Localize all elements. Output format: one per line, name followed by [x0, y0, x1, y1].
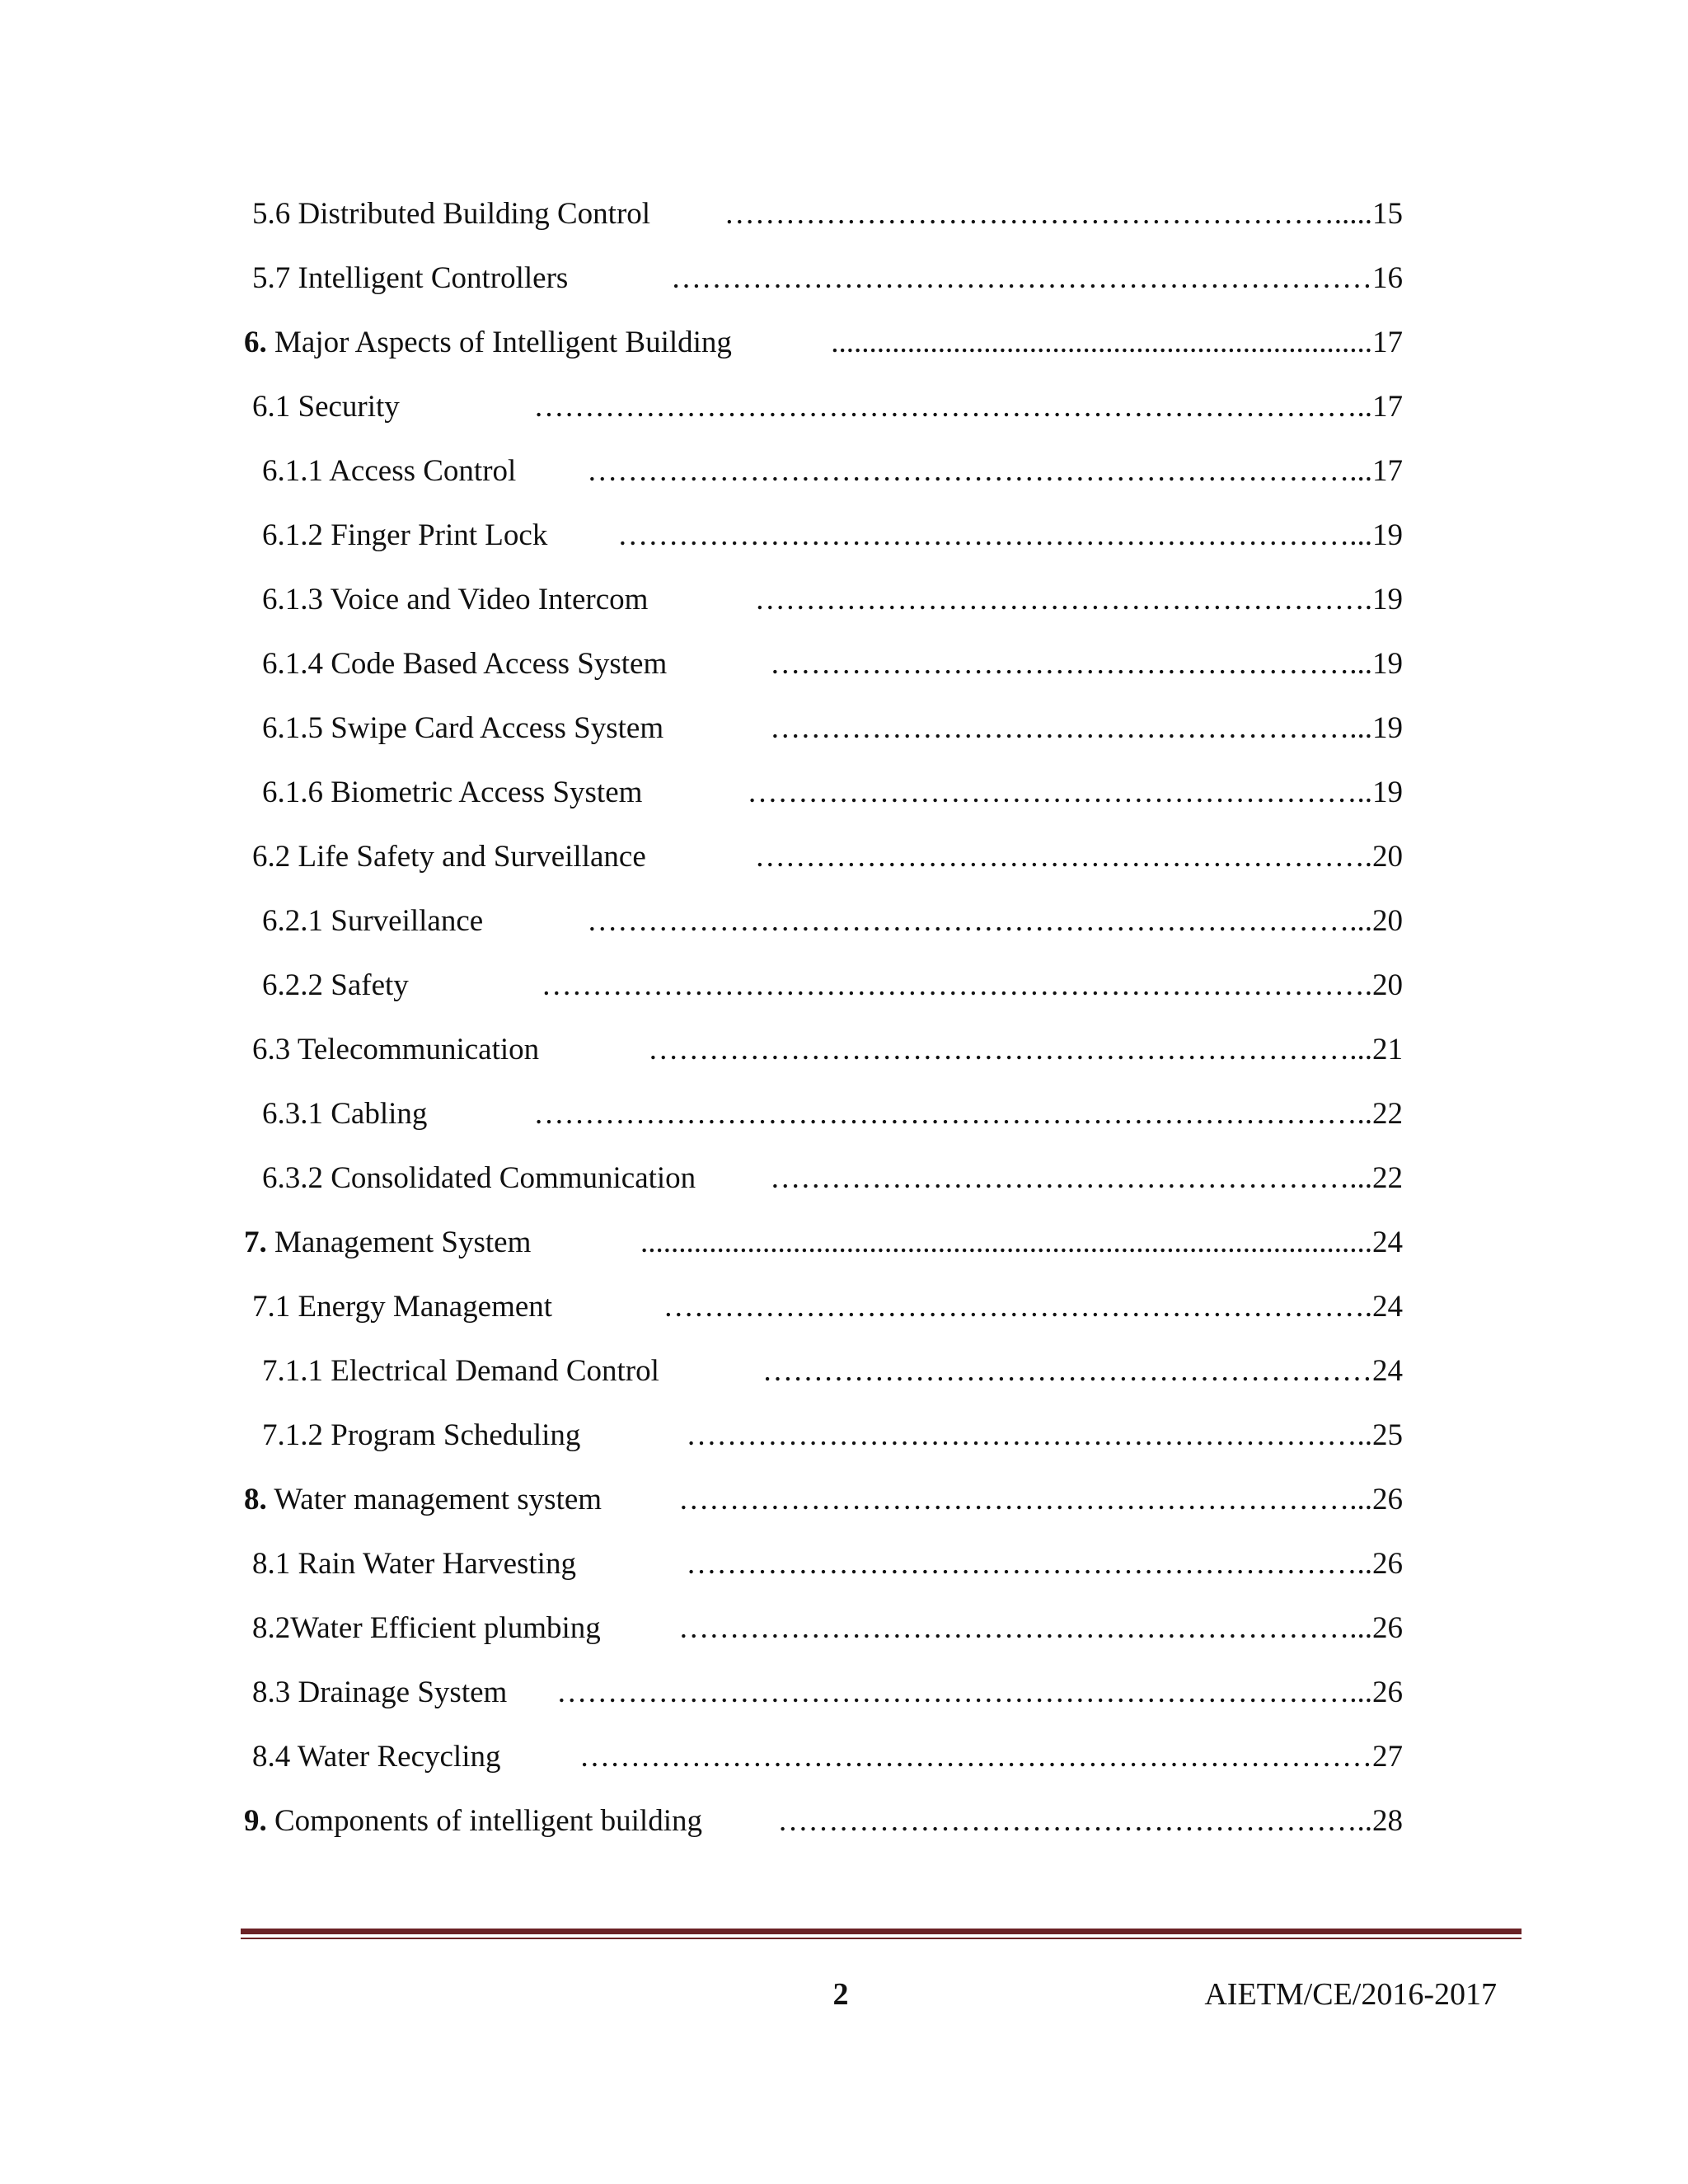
toc-entry — [262, 447, 1403, 496]
toc-entry — [252, 1282, 1403, 1332]
toc-entry-page: 26 — [1372, 1675, 1403, 1709]
toc-entry-page: 17 — [1372, 326, 1403, 359]
toc-entry-leader: ………………………………………………………….. — [686, 1547, 1372, 1581]
toc-entry-leader: …………………………………………………………………... — [587, 454, 1372, 488]
toc-entry-page: 17 — [1372, 390, 1403, 424]
toc-entry — [252, 1025, 1403, 1075]
toc-entry-page: 26 — [1372, 1547, 1403, 1581]
footer-rule-thin — [241, 1938, 1522, 1939]
toc-entry — [262, 704, 1403, 753]
toc-entry-leader: ……………………………………………………………... — [648, 1033, 1372, 1066]
toc-entry-page: 19 — [1372, 711, 1403, 745]
toc-entry-number: 6. — [244, 326, 267, 359]
footer-rule-thick — [241, 1929, 1522, 1934]
toc-entry — [262, 575, 1403, 625]
toc-entry — [262, 1154, 1403, 1203]
toc-entry-number: 8. — [244, 1483, 267, 1516]
toc-entry-page: 17 — [1372, 454, 1403, 488]
toc-entry-page: 19 — [1372, 776, 1403, 809]
toc-entry-page: 19 — [1372, 647, 1403, 681]
toc-entry-page: 22 — [1372, 1161, 1403, 1195]
toc-entry — [244, 1218, 1403, 1268]
toc-entry-page: 22 — [1372, 1097, 1403, 1131]
toc-entry-page: 19 — [1372, 583, 1403, 616]
toc-entry-leader: ……………………………………………………………………….. — [533, 390, 1372, 424]
toc-entry-label: Components of intelligent building — [266, 1804, 702, 1838]
toc-entry — [252, 1668, 1403, 1718]
toc-entry — [262, 1347, 1403, 1396]
toc-entry-leader: …………………………………………………... — [770, 711, 1372, 745]
toc-entry-page: 26 — [1372, 1611, 1403, 1645]
toc-entry-number: 7. — [244, 1226, 267, 1259]
toc-entry — [244, 318, 1403, 368]
toc-entry-label: 7.1.2 Program Scheduling — [262, 1418, 581, 1452]
toc-entry-page: 24 — [1372, 1226, 1403, 1259]
toc-entry-label: 8.1 Rain Water Harvesting — [252, 1547, 576, 1581]
toc-entry-leader: …………………………………………………………………... — [587, 904, 1372, 938]
toc-entry-label: 5.6 Distributed Building Control — [252, 197, 651, 231]
toc-entry — [252, 1604, 1403, 1653]
toc-entry-label: 6.1.6 Biometric Access System — [262, 776, 643, 809]
toc-entry-label: Water management system — [266, 1483, 603, 1516]
toc-entry-label: 8.2Water Efficient plumbing — [252, 1611, 601, 1645]
toc-entry-label: 8.3 Drainage System — [252, 1675, 508, 1709]
toc-entry-page: 20 — [1372, 840, 1403, 874]
toc-entry — [252, 1732, 1403, 1782]
toc-entry-leader: ………………………………………………………………………. — [541, 968, 1372, 1002]
page-number: 2 — [832, 1977, 849, 2012]
toc-entry-page: 19 — [1372, 518, 1403, 552]
toc-entry-page: 20 — [1372, 904, 1403, 938]
toc-entry-leader: …………………………………………………………... — [678, 1483, 1372, 1516]
toc-entry-label: Major Aspects of Intelligent Building — [266, 326, 732, 359]
toc-entry-label: 5.7 Intelligent Controllers — [252, 261, 569, 295]
toc-entry-leader: ……………………………………………………………………... — [556, 1675, 1372, 1709]
toc-entry-label: 6.1 Security — [252, 390, 400, 424]
toc-entry-page: 21 — [1372, 1033, 1403, 1066]
toc-entry — [262, 640, 1403, 689]
toc-entry-leader: ....................................................................... — [823, 326, 1372, 359]
toc-entry-label: 6.3.2 Consolidated Communication — [262, 1161, 696, 1195]
toc-entry-leader: ……………………………………………………. — [754, 583, 1372, 616]
toc-entry-leader: …………………………………………………... — [770, 647, 1372, 681]
toc-entry-label: 7.1 Energy Management — [252, 1290, 553, 1324]
toc-entry-page: 20 — [1372, 968, 1403, 1002]
toc-entry-page: 26 — [1372, 1483, 1403, 1516]
toc-entry-leader: ................................................................................................ — [632, 1226, 1372, 1259]
toc-entry — [262, 897, 1403, 946]
toc-entry — [244, 1797, 1403, 1846]
toc-entry-label: Management System — [266, 1226, 532, 1259]
toc-entry-page: 27 — [1372, 1740, 1403, 1774]
toc-entry — [252, 382, 1403, 432]
toc-entry-page: 16 — [1372, 261, 1403, 295]
toc-entry-leader: …………………………………………………... — [770, 1161, 1372, 1195]
toc-entry — [262, 511, 1403, 560]
toc-entry-label: 6.1.3 Voice and Video Intercom — [262, 583, 649, 616]
toc-entry-page: 15 — [1372, 197, 1403, 231]
toc-entry-label: 6.1.1 Access Control — [262, 454, 517, 488]
toc-entry-leader: ………………………………………………….. — [777, 1804, 1372, 1838]
toc-entry-page: 28 — [1372, 1804, 1403, 1838]
toc-entry-label: 7.1.1 Electrical Demand Control — [262, 1354, 659, 1388]
toc-entry-leader: …………………………………………………………… — [671, 261, 1372, 295]
toc-entry — [252, 832, 1403, 882]
toc-entry-leader: …………………………………………………………………… — [579, 1740, 1372, 1774]
toc-entry-leader: …………………………………………………… — [762, 1354, 1372, 1388]
toc-entry — [252, 190, 1403, 239]
document-id: AIETM/CE/2016-2017 — [1204, 1977, 1497, 2012]
toc-entry-label: 6.3.1 Cabling — [262, 1097, 428, 1131]
toc-entry-label: 6.1.5 Swipe Card Access System — [262, 711, 664, 745]
toc-entry — [244, 1475, 1403, 1525]
toc-entry-leader: …………………………………………………………... — [678, 1611, 1372, 1645]
toc-entry-leader: ……………………………………………………. — [754, 840, 1372, 874]
toc-entry — [262, 1411, 1403, 1460]
toc-entry-leader: …………………………………………………….. — [747, 776, 1372, 809]
toc-entry — [262, 961, 1403, 1010]
toc-entry-label: 6.2 Life Safety and Surveillance — [252, 840, 646, 874]
toc-entry-label: 6.1.2 Finger Print Lock — [262, 518, 548, 552]
toc-entry-leader: ……………………………………………………..... — [724, 197, 1372, 231]
toc-entry-number: 9. — [244, 1804, 267, 1838]
toc-entry-label: 8.4 Water Recycling — [252, 1740, 501, 1774]
toc-entry-label: 6.2.2 Safety — [262, 968, 409, 1002]
toc-entry-page: 24 — [1372, 1290, 1403, 1324]
toc-entry-page: 25 — [1372, 1418, 1403, 1452]
toc-entry — [252, 1540, 1403, 1589]
toc-entry-label: 6.2.1 Surveillance — [262, 904, 484, 938]
toc-entry-page: 24 — [1372, 1354, 1403, 1388]
toc-entry-leader: ……………………………………………………………………….. — [533, 1097, 1372, 1131]
toc-entry — [262, 1090, 1403, 1139]
toc-entry-label: 6.3 Telecommunication — [252, 1033, 540, 1066]
toc-entry — [262, 768, 1403, 818]
toc-entry-label: 6.1.4 Code Based Access System — [262, 647, 668, 681]
toc-entry — [252, 254, 1403, 303]
toc-entry-leader: ………………………………………………………………... — [617, 518, 1372, 552]
toc-entry-leader: ………………………………………………………….. — [686, 1418, 1372, 1452]
toc-entry-leader: ……………………………………………………………. — [663, 1290, 1372, 1324]
